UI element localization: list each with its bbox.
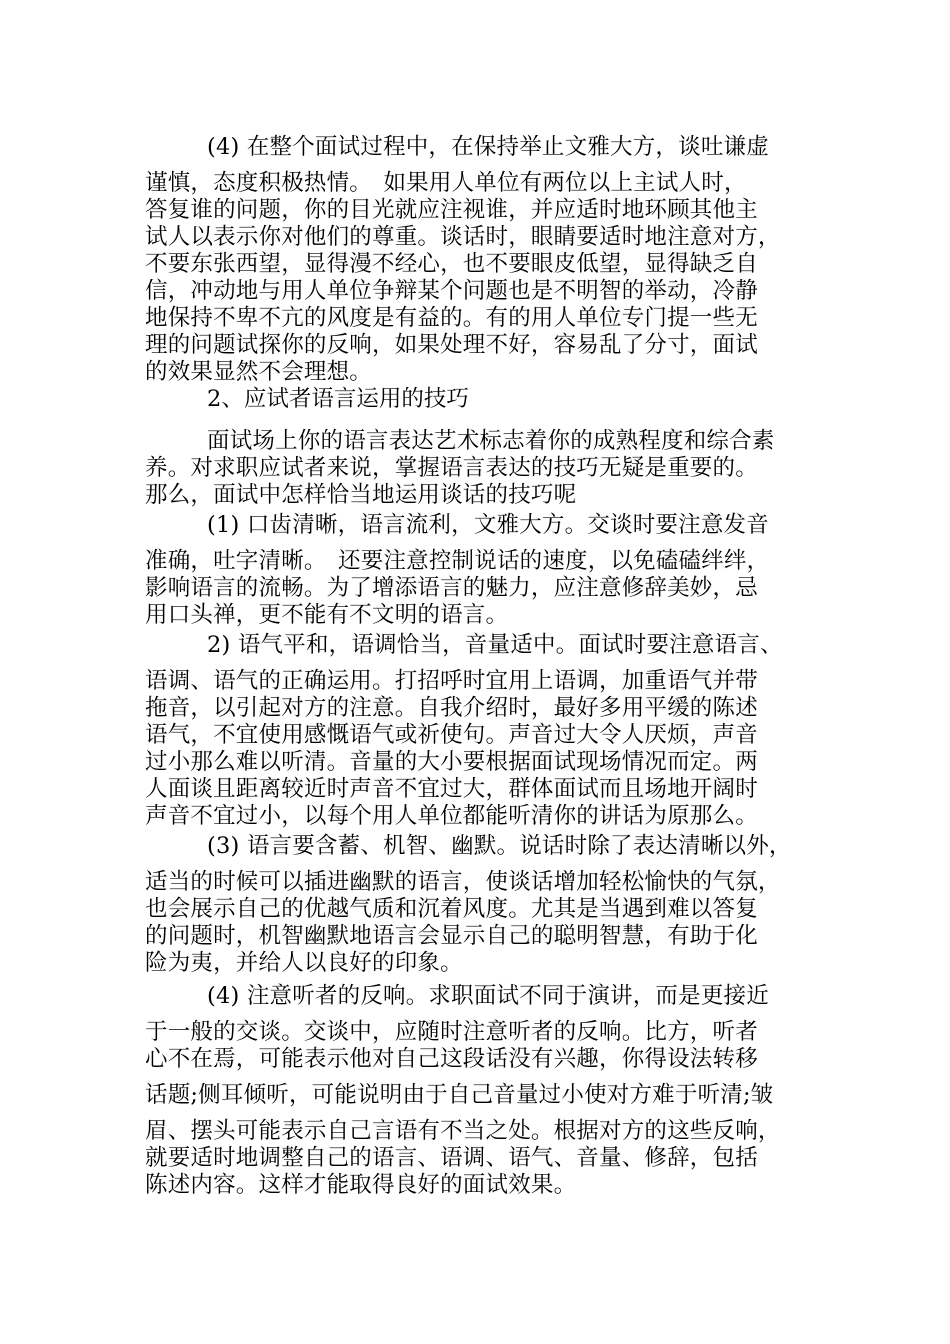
paragraph-line: 影响语言的流畅。为了增添语言的魅力，应注意修辞美妙，忌	[145, 575, 758, 601]
paragraph-line: 眉、摆头可能表示自己言语有不当之处。根据对方的这些反响，	[145, 1118, 781, 1144]
paragraph-line: 语气，不宜使用感慨语气或祈使句。声音过大令人厌烦，声音	[145, 722, 758, 748]
paragraph-line: (4) 在整个面试过程中，在保持举止文雅大方，谈吐谦虚	[207, 134, 769, 160]
paragraph-line: 险为夷，并给人以良好的印象。	[145, 950, 463, 976]
paragraph-line: 的效果显然不会理想。	[145, 359, 373, 385]
paragraph-line: 于一般的交谈。交谈中，应随时注意听者的反响。比方，听者	[145, 1019, 758, 1045]
paragraph-line: 2) 语气平和，语调恰当，音量适中。面试时要注意语言、	[207, 632, 783, 658]
paragraph-line: 用口头禅，更不能有不文明的语言。	[145, 602, 509, 628]
paragraph-line: 心不在焉，可能表示他对自己这段话没有兴趣，你得设法转移	[145, 1046, 758, 1072]
paragraph-humor	[145, 833, 813, 977]
paragraph-line: 答复谁的问题，你的目光就应注视谁，并应适时地环顾其他主	[145, 197, 758, 223]
paragraph-line: 地保持不卑不亢的风度是有益的。有的用人单位专门提一些无	[145, 305, 758, 331]
section-heading: 2、应试者语言运用的技巧	[207, 386, 469, 412]
paragraph-line: 也会展示自己的优越气质和沉着风度。尤其是当遇到难以答复	[145, 896, 758, 922]
paragraph-line: 理的问题试探你的反响，如果处理不好，容易乱了分寸，面试	[145, 332, 758, 358]
paragraph-clear-speech	[145, 512, 813, 629]
paragraph-line: 陈述内容。这样才能取得良好的面试效果。	[145, 1172, 577, 1198]
paragraph-interview-conduct	[145, 134, 813, 386]
paragraph-line: 那么，面试中怎样恰当地运用谈话的技巧呢	[145, 482, 577, 508]
paragraph-line: 试人以表示你对他们的尊重。谈话时，眼睛要适时地注意对方，	[145, 224, 781, 250]
paragraph-line: 谨慎，态度积极热情。 如果用人单位有两位以上主试人时，	[145, 170, 747, 196]
paragraph-line: 人面谈且距离较近时声音不宜过大，群体面试而且场地开阔时	[145, 776, 758, 802]
paragraph-line: 话题;侧耳倾听，可能说明由于自己音量过小使对方难于听清;皱	[145, 1082, 774, 1108]
paragraph-line: 准确，吐字清晰。 还要注意控制说话的速度，以免磕磕绊绊，	[145, 548, 770, 574]
paragraph-line: 信，冲动地与用人单位争辩某个问题也是不明智的举动，冷静	[145, 278, 758, 304]
paragraph-tone-volume	[145, 632, 813, 830]
paragraph-line: (4) 注意听者的反响。求职面试不同于演讲，而是更接近	[207, 983, 769, 1009]
paragraph-line: 语调、语气的正确运用。打招呼时宜用上语调，加重语气并带	[145, 668, 758, 694]
paragraph-line: (1) 口齿清晰，语言流利，文雅大方。交谈时要注意发音	[207, 512, 769, 538]
paragraph-language-intro	[145, 428, 813, 509]
paragraph-line: 面试场上你的语言表达艺术标志着你的成熟程度和综合素	[207, 428, 775, 454]
paragraph-line: 不要东张西望，显得漫不经心，也不要眼皮低望，显得缺乏自	[145, 251, 758, 277]
paragraph-line: 养。对求职应试者来说，掌握语言表达的技巧无疑是重要的。	[145, 455, 758, 481]
paragraph-listener-response	[145, 983, 813, 1199]
paragraph-line: 适当的时候可以插进幽默的语言，使谈话增加轻松愉快的气氛，	[145, 869, 781, 895]
paragraph-line: 的问题时，机智幽默地语言会显示自己的聪明智慧，有助于化	[145, 923, 758, 949]
paragraph-line: 过小那么难以听清。音量的大小要根据面试现场情况而定。两	[145, 749, 758, 775]
paragraph-line: (3) 语言要含蓄、机智、幽默。说话时除了表达清晰以外，	[207, 833, 792, 859]
paragraph-line: 就要适时地调整自己的语言、语调、语气、音量、修辞，包括	[145, 1145, 758, 1171]
paragraph-line: 声音不宜过小，以每个用人单位都能听清你的讲话为原那么。	[145, 803, 758, 829]
paragraph-line: 拖音，以引起对方的注意。自我介绍时，最好多用平缓的陈述	[145, 695, 758, 721]
